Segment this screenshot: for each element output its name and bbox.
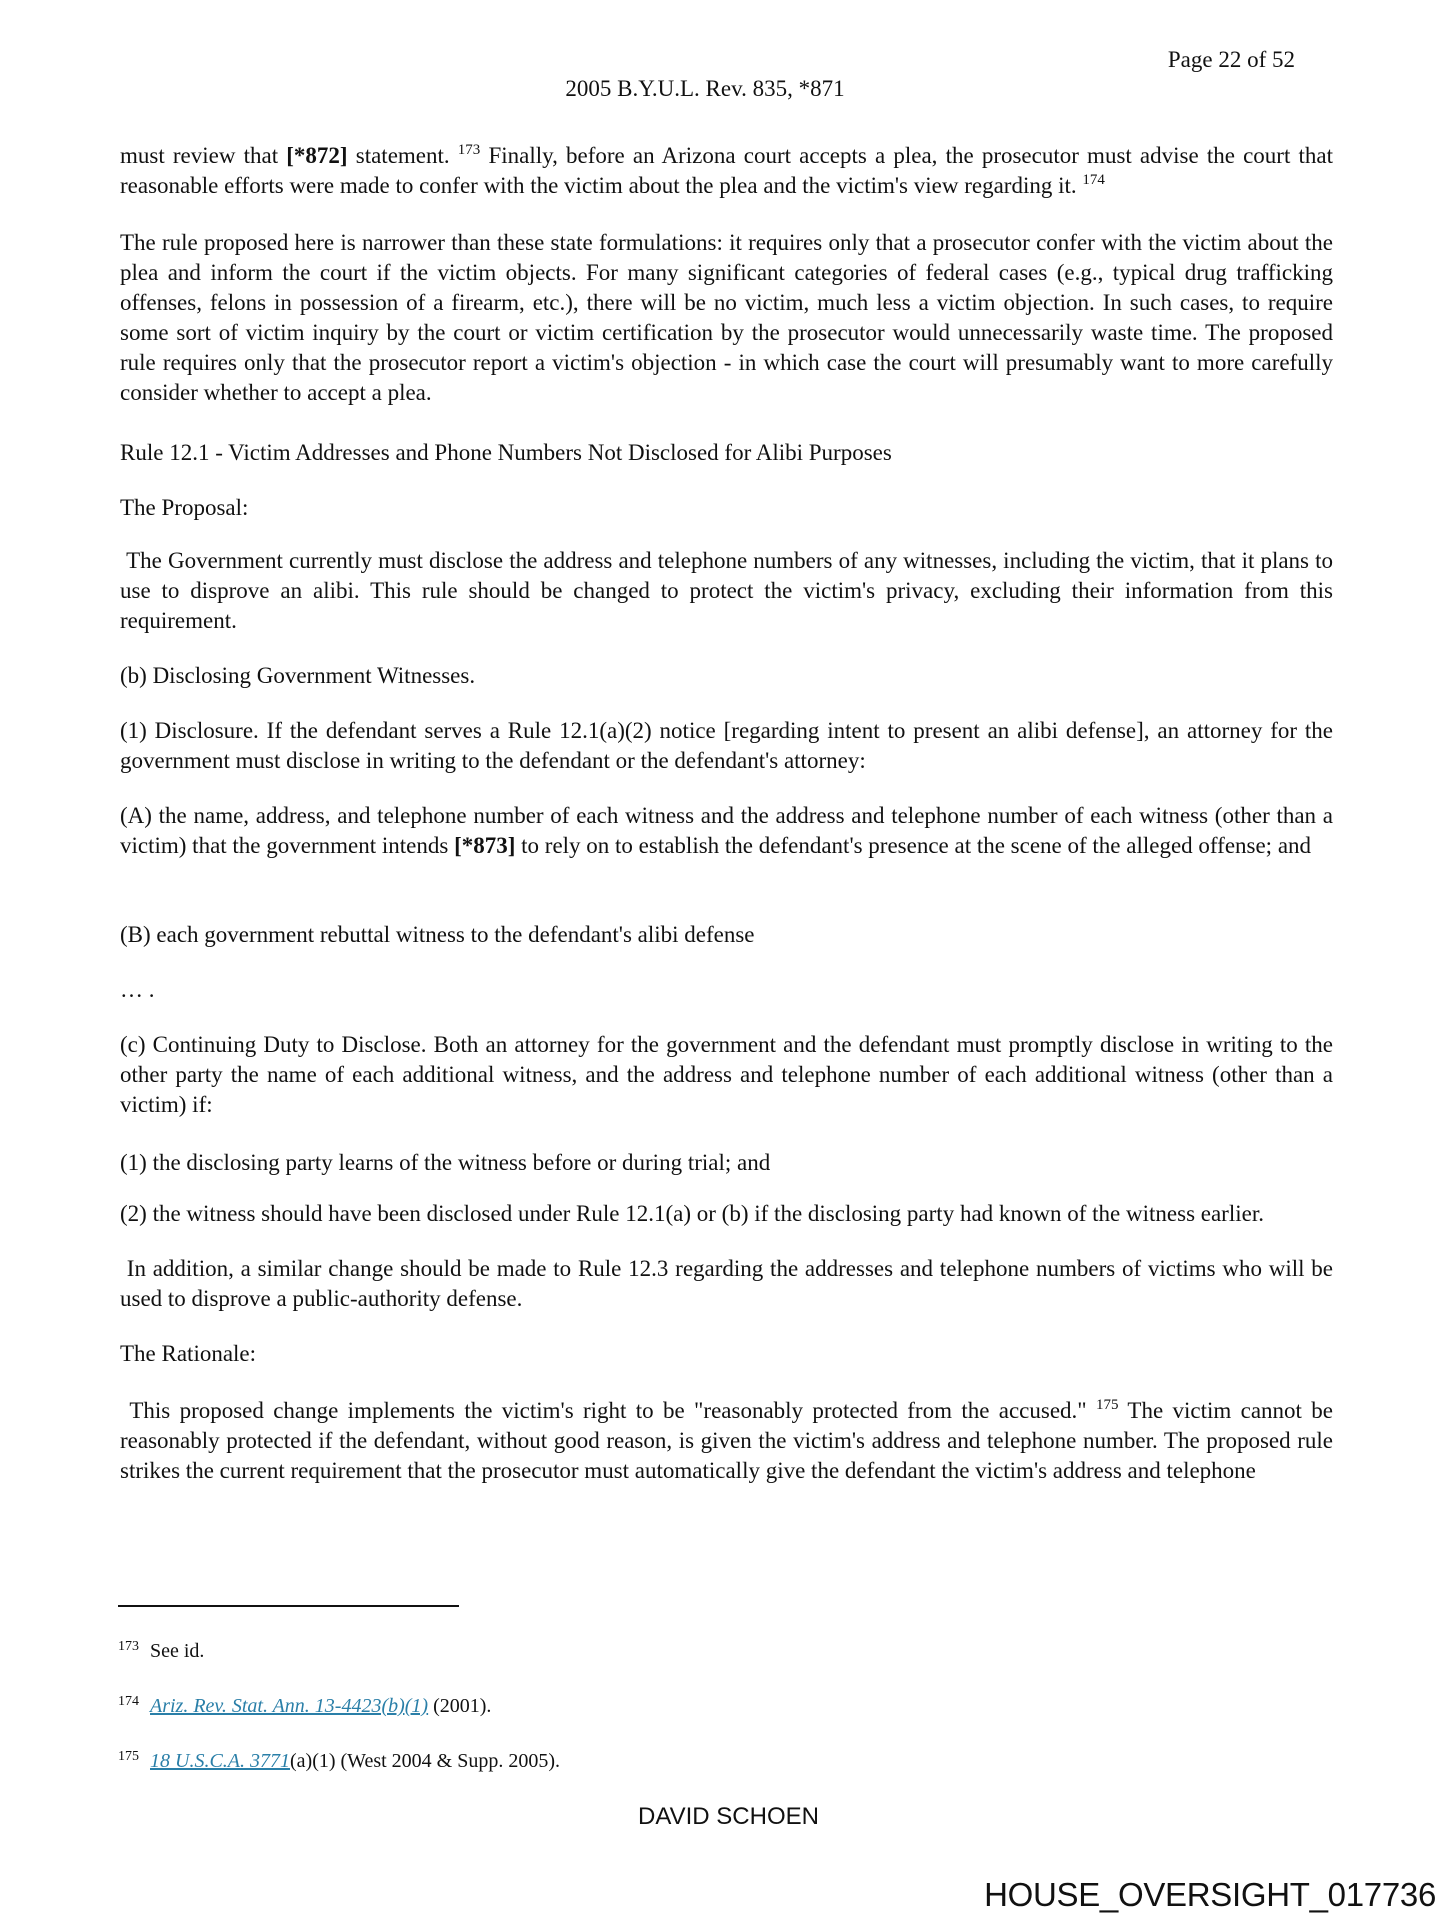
subsection-b-heading: (b) Disclosing Government Witnesses. [120, 663, 476, 688]
text: The victim cannot be reasonably protected if the defendant, without good reason, is given the victim's address and telephone number. The proposed rule strikes the current requirement that the prosecutor must automatically give the defendant the victim's address and telephone [120, 1398, 1339, 1483]
footnote-divider [118, 1605, 459, 1607]
footnote-175: 175 18 U.S.C.A. 3771(a)(1) (West 2004 & Supp. 2005). [118, 1749, 561, 1772]
citation-link[interactable]: Ariz. Rev. Stat. Ann. 13-4423(b)(1) [150, 1695, 429, 1717]
footnote-ref-174[interactable]: 174 [1082, 172, 1105, 188]
paragraph-rationale [120, 1396, 1339, 1486]
page-indicator: Page 22 of 52 [1167, 47, 1295, 72]
ellipsis: … . [120, 977, 155, 1002]
paragraph-subsection-c: (c) Continuing Duty to Disclose. Both an attorney for the government and the defendant must promptly disclose in writing to the other party the name of each additional witness, and the address and telephone number of each additional witness (other than a victim) if: [120, 1032, 1333, 1117]
footnote-ref-175[interactable]: 175 [1096, 1397, 1119, 1413]
paragraph-bB: (B) each government rebuttal witness to the defendant's alibi defense [120, 922, 755, 947]
text: must review that [120, 143, 287, 168]
citation-header: 2005 B.Y.U.L. Rev. 835, *871 [565, 76, 845, 101]
footnote-text: See id. [150, 1640, 205, 1662]
text: statement. [347, 143, 458, 168]
footnote-174: 174 Ariz. Rev. Stat. Ann. 13-4423(b)(1) (2001). [118, 1694, 492, 1717]
paragraph-rule-narrower: The rule proposed here is narrower than these state formulations: it requires only that a prosecutor confer with the victim about the plea and inform the court if the victim objects. For many significant categories of federal cases (e.g., typical drug trafficking offenses, felons in possession of a firearm, etc.), there will be no victim, much less a victim objection. In such cases, to require some sort of victim inquiry by the court or victim certification by the prosecutor would unnecessarily waste time. The proposed rule requires only that the prosecutor report a victim's objection - in which case the court will presumably want to more carefully consider whether to accept a plea. [120, 230, 1333, 405]
paragraph-c1: (1) the disclosing party learns of the witness before or during trial; and [120, 1150, 771, 1175]
citation-link[interactable]: 18 U.S.C.A. 3771 [150, 1750, 290, 1772]
bates-number: HOUSE_OVERSIGHT_017736 [984, 1876, 1436, 1913]
section-heading-rule-12-1: Rule 12.1 - Victim Addresses and Phone Numbers Not Disclosed for Alibi Purposes [120, 440, 892, 465]
paragraph-c2: (2) the witness should have been disclosed under Rule 12.1(a) or (b) if the disclosing party had known of the witness earlier. [120, 1201, 1264, 1226]
paragraph-proposal: The Government currently must disclose the address and telephone numbers of any witnesses, including the victim, that it plans to use to disprove an alibi. This rule should be changed to protect the victim's privacy, excluding their information from this requirement. [120, 548, 1339, 633]
footnote-text: (a)(1) (West 2004 & Supp. 2005). [290, 1750, 561, 1772]
text: This proposed change implements the victim's right to be "reasonably protected from the accused." [120, 1398, 1097, 1423]
footnote-ref-173[interactable]: 173 [457, 142, 481, 158]
paragraph-arizona-plea [120, 141, 1333, 201]
heading-rationale: The Rationale: [120, 1341, 257, 1366]
footnote-173: 173 See id. [118, 1639, 205, 1662]
paragraph-b1-disclosure: (1) Disclosure. If the defendant serves a Rule 12.1(a)(2) notice [regarding intent to present an alibi defense], an attorney for the government must disclose in writing to the defendant or the defendant's attorney: [120, 718, 1333, 773]
footer-author: DAVID SCHOEN [638, 1803, 819, 1830]
text: Finally, before an Arizona court accepts a plea, the prosecutor must advise the court that reasonable efforts were made to confer with the victim about the plea and the victim's view regarding it. [120, 143, 1334, 198]
star-page-marker: [*872] [286, 143, 348, 168]
paragraph-bA [120, 801, 1333, 861]
text: (A) the name, address, and telephone number of each witness and the address and telephone number of each witness (other than a victim) that the government intends [120, 803, 1333, 858]
footnote-text: (2001). [428, 1695, 492, 1717]
text: to rely on to establish the defendant's presence at the scene of the alleged offense; and [515, 833, 1312, 858]
paragraph-addition: In addition, a similar change should be made to Rule 12.3 regarding the addresses and telephone numbers of victims who will be used to disprove a public-authority defense. [120, 1256, 1339, 1311]
heading-proposal: The Proposal: [120, 495, 249, 520]
star-page-marker: [*873] [454, 833, 516, 858]
